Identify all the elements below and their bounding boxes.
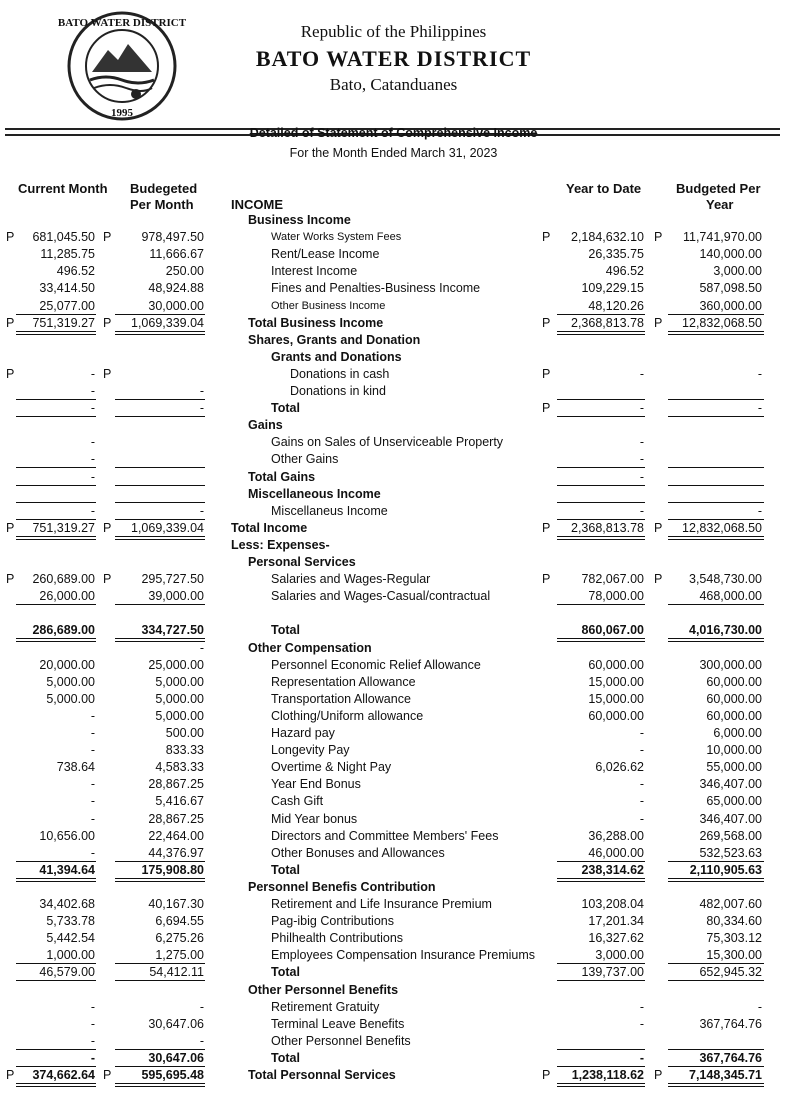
svg-text:BATO WATER DISTRICT: BATO WATER DISTRICT [57, 17, 187, 29]
cell-ytd: - [639, 503, 644, 518]
row-label: Water Works System Fees [271, 231, 402, 244]
cell-cm: - [90, 384, 95, 398]
cell-cm: 5,000.00 [46, 674, 95, 689]
cell-bm: 1,275.00 [155, 948, 204, 963]
row-label: Personnel Economic Relief Allowance [271, 657, 481, 672]
cell-cm: 751,319.27 [32, 315, 95, 330]
cell-ytd: 782,067.00 [581, 572, 644, 587]
cell-by: 55,000.00 [706, 760, 762, 775]
cell-pcm: P [6, 366, 15, 381]
cell-ytd: - [639, 435, 644, 450]
table-row [0, 315, 787, 332]
cell-bm: - [199, 640, 204, 655]
cell-bm: 1,069,339.04 [131, 520, 204, 535]
row-label: Shares, Grants and Donation [248, 332, 421, 347]
cell-bm: 175,908.80 [141, 862, 204, 877]
cell-ytd: 48,120.26 [588, 298, 644, 313]
statement-title: Detailed of Statement of Comprehensive Income [249, 126, 538, 140]
cell-by: 4,016,730.00 [689, 623, 762, 638]
table-row [0, 332, 787, 349]
cell-ytd: 78,000.00 [588, 589, 644, 604]
table-row [0, 640, 787, 657]
cell-pbm: P [103, 315, 112, 330]
cell-cm: - [90, 1016, 95, 1031]
cell-by: 300,000.00 [699, 657, 762, 672]
cell-bm: 6,275.26 [155, 931, 204, 946]
cell-pby: P [654, 230, 663, 245]
table-row [0, 930, 787, 947]
row-label: Total [271, 623, 300, 638]
cell-cm: - [90, 777, 95, 792]
row-label: Total [271, 1050, 300, 1065]
row-label: Fines and Penalties-Business Income [271, 281, 481, 296]
table-row [0, 383, 787, 400]
section-income: INCOME [231, 197, 283, 212]
table-row [0, 759, 787, 776]
cell-by: 11,741,970.00 [682, 230, 762, 245]
cell-bm: - [199, 999, 204, 1014]
table-row [0, 246, 787, 263]
cell-bm: 11,666.67 [149, 247, 204, 262]
cell-cm: - [90, 743, 95, 758]
cell-bm: 40,167.30 [148, 897, 204, 911]
row-label: Less: Expenses- [231, 537, 330, 552]
table-row [0, 537, 787, 554]
table-row [0, 434, 787, 451]
cell-cm: - [90, 999, 95, 1014]
total-rule [115, 1083, 205, 1087]
table-row [0, 793, 787, 810]
cell-bm: 1,069,339.04 [131, 315, 204, 330]
cell-cm: 20,000.00 [39, 657, 95, 672]
row-label: Business Income [248, 213, 351, 227]
cell-cm: 751,319.27 [32, 520, 95, 535]
row-label: Miscellaneous Income [248, 486, 381, 501]
row-label: Transportation Allowance [271, 691, 411, 706]
header-location: Bato, Catanduanes [329, 75, 458, 94]
row-label: Representation Allowance [271, 674, 416, 689]
cell-ytd: 2,184,632.10 [571, 230, 644, 245]
col-budget-month: Per Month [130, 197, 194, 212]
cell-by: 80,334.60 [706, 914, 762, 929]
cell-cm: 46,579.00 [39, 965, 95, 980]
table-row [0, 776, 787, 793]
table-row [0, 451, 787, 468]
row-label: Salaries and Wages-Regular [271, 572, 431, 587]
cell-ytd: 46,000.00 [588, 845, 644, 860]
cell-bm: 500.00 [165, 726, 204, 740]
cell-by: 269,568.00 [699, 828, 762, 843]
cell-cm: 5,442.54 [46, 931, 95, 946]
cell-pby: P [654, 520, 663, 535]
cell-by: 60,000.00 [706, 691, 762, 706]
cell-ytd: - [639, 726, 644, 740]
cell-bm: 44,376.97 [148, 845, 204, 860]
statement-period: For the Month Ended March 31, 2023 [289, 146, 498, 160]
header-district-name: BATO WATER DISTRICT [255, 46, 532, 71]
total-rule [668, 1083, 764, 1087]
row-label: Gains on Sales of Unserviceable Property [271, 435, 504, 450]
cell-cm: - [90, 1050, 95, 1065]
cell-ytd: 15,000.00 [588, 691, 644, 706]
cell-bm: 39,000.00 [148, 589, 204, 604]
cell-bm: 30,000.00 [148, 298, 204, 313]
table-row [0, 588, 787, 605]
cell-cm: - [90, 366, 95, 381]
row-label: Hazard pay [271, 726, 335, 740]
row-label: Total [271, 401, 300, 416]
cell-bm: 833.33 [165, 743, 204, 758]
table-row [0, 298, 787, 315]
cell-pcm: P [6, 315, 15, 330]
table-row [0, 708, 787, 725]
cell-pbm: P [103, 1068, 112, 1082]
cell-bm: 295,727.50 [141, 572, 204, 587]
cell-bm: 22,464.00 [148, 828, 204, 843]
cell-ytd: - [639, 811, 644, 826]
cell-bm: 5,416.67 [155, 794, 204, 809]
table-row [0, 982, 787, 999]
cell-ytd: 103,208.04 [581, 897, 644, 911]
cell-bm: 48,924.88 [148, 281, 204, 296]
cell-ytd: 6,026.62 [595, 760, 644, 775]
table-row [0, 400, 787, 417]
table-row [0, 417, 787, 434]
cell-pytd: P [542, 315, 551, 330]
col-budget-month: Budegeted [130, 181, 198, 196]
cell-cm: - [90, 794, 95, 809]
table-row [0, 691, 787, 708]
col-budget-year: Budgeted Per [676, 181, 761, 196]
cell-ytd: 139,737.00 [581, 965, 644, 980]
row-label: Year End Bonus [271, 777, 361, 792]
cell-bm: 30,647.06 [148, 1016, 204, 1031]
cell-ytd: 2,368,813.78 [571, 520, 644, 535]
cell-by: - [757, 503, 762, 518]
cell-cm: 5,000.00 [46, 691, 95, 706]
table-row [0, 862, 787, 879]
row-label: Philhealth Contributions [271, 931, 404, 946]
cell-by: 346,407.00 [699, 777, 762, 792]
cell-by: 532,523.63 [699, 845, 762, 860]
cell-cm: 260,689.00 [32, 572, 95, 587]
cell-pbm: P [103, 366, 112, 381]
cell-by: - [757, 366, 762, 381]
cell-ytd: - [639, 777, 644, 792]
table-row [0, 879, 787, 896]
cell-ytd: 3,000.00 [595, 948, 644, 963]
cell-by: - [757, 401, 762, 416]
cell-by: 12,832,068.50 [682, 520, 762, 535]
row-label: Employees Compensation Insurance Premiums [271, 948, 536, 963]
table-row [0, 828, 787, 845]
cell-ytd: - [639, 366, 644, 381]
row-label: Total Income [231, 520, 308, 535]
table-row [0, 554, 787, 571]
cell-by: 12,832,068.50 [682, 315, 762, 330]
cell-pbm: P [103, 572, 112, 587]
row-label: Directors and Committee Members' Fees [271, 828, 499, 843]
row-label: Rent/Lease Income [271, 247, 380, 262]
cell-cm: 496.52 [56, 264, 95, 279]
cell-bm: 595,695.48 [141, 1068, 204, 1082]
cell-bm: - [199, 384, 204, 398]
cell-cm: 26,000.00 [39, 589, 95, 604]
cell-pby: P [654, 315, 663, 330]
cell-ytd: 17,201.34 [588, 914, 644, 929]
cell-by: 7,148,345.71 [689, 1068, 762, 1082]
cell-pytd: P [542, 1068, 551, 1082]
row-label: Miscellaneus Income [271, 503, 388, 518]
cell-ytd: - [639, 1050, 644, 1065]
cell-pcm: P [6, 572, 15, 587]
cell-bm: 334,727.50 [141, 623, 204, 638]
cell-cm: - [90, 435, 95, 450]
cell-by: 468,000.00 [699, 589, 762, 604]
table-row [0, 605, 787, 622]
cell-bm: 250.00 [165, 264, 204, 279]
cell-by: 2,110,905.63 [689, 862, 762, 877]
row-label: Other Business Income [271, 299, 386, 312]
cell-ytd: 15,000.00 [588, 674, 644, 689]
table-row [0, 947, 787, 964]
cell-ytd: 16,327.62 [588, 931, 644, 946]
cell-pytd: P [542, 520, 551, 535]
cell-pytd: P [542, 230, 551, 245]
cell-ytd: 238,314.62 [581, 862, 644, 877]
cell-bm: 54,412.11 [149, 965, 204, 980]
row-label: Interest Income [271, 264, 358, 279]
table-row [0, 896, 787, 913]
cell-pby: P [654, 572, 663, 587]
row-label: Total Personnal Services [248, 1068, 396, 1082]
row-label: Mid Year bonus [271, 811, 358, 826]
cell-cm: - [90, 708, 95, 723]
cell-ytd: 60,000.00 [588, 657, 644, 672]
cell-bm: 25,000.00 [148, 657, 204, 672]
table-row [0, 742, 787, 759]
cell-pytd: P [542, 366, 551, 381]
cell-ytd: - [639, 401, 644, 416]
table-row [0, 263, 787, 280]
row-label: Longevity Pay [271, 743, 350, 758]
cell-ytd: - [639, 469, 644, 484]
cell-ytd: 2,368,813.78 [571, 315, 644, 330]
cell-cm: - [90, 469, 95, 484]
cell-bm: 28,867.25 [148, 811, 204, 826]
table-row [0, 212, 787, 229]
cell-by: 75,303.12 [706, 931, 762, 946]
cell-pcm: P [6, 1068, 15, 1082]
table-row [0, 280, 787, 297]
cell-by: 65,000.00 [706, 794, 762, 809]
row-label: Donations in cash [290, 366, 390, 381]
row-label: Other Personnel Benefits [248, 982, 399, 997]
cell-cm: 10,656.00 [39, 828, 95, 843]
total-rule [16, 1083, 96, 1087]
cell-ytd: - [639, 1016, 644, 1031]
cell-cm: - [90, 1033, 95, 1048]
cell-bm: 4,583.33 [155, 760, 204, 775]
row-label: Total [271, 965, 300, 980]
cell-by: 60,000.00 [706, 708, 762, 723]
row-label: Other Personnel Benefits [271, 1033, 411, 1048]
table-row [0, 1016, 787, 1033]
row-label: Total Business Income [248, 315, 384, 330]
row-label: Total Gains [248, 469, 316, 484]
col-year-to-date: Year to Date [566, 181, 642, 196]
cell-ytd: 109,229.15 [581, 281, 644, 296]
cell-by: 652,945.32 [699, 965, 762, 980]
cell-by: 367,764.76 [699, 1050, 762, 1065]
cell-bm: 5,000.00 [155, 674, 204, 689]
cell-cm: 25,077.00 [39, 298, 95, 313]
table-row [0, 520, 787, 537]
table-row [0, 349, 787, 366]
row-label: Retirement and Life Insurance Premium [271, 897, 492, 911]
cell-cm: - [90, 401, 95, 416]
table-row [0, 1067, 787, 1084]
table-row [0, 964, 787, 981]
cell-cm: - [90, 811, 95, 826]
cell-bm: - [199, 401, 204, 416]
cell-by: 140,000.00 [699, 247, 762, 262]
cell-pbm: P [103, 520, 112, 535]
table-row [0, 999, 787, 1016]
cell-pbm: P [103, 230, 112, 245]
cell-bm: 30,647.06 [148, 1050, 204, 1065]
cell-bm: 5,000.00 [155, 708, 204, 723]
cell-ytd: 1,238,118.62 [571, 1068, 644, 1082]
cell-ytd: - [639, 999, 644, 1014]
row-label: Cash Gift [271, 794, 324, 809]
row-label: Other Bonuses and Allowances [271, 845, 445, 860]
cell-cm: - [90, 452, 95, 467]
col-current-month: Current Month [18, 181, 108, 196]
cell-pytd: P [542, 572, 551, 587]
row-label: Donations in kind [290, 384, 386, 398]
cell-cm: - [90, 503, 95, 518]
table-row [0, 503, 787, 520]
table-row [0, 845, 787, 862]
table-row [0, 1033, 787, 1050]
cell-by: 3,548,730.00 [689, 572, 762, 587]
row-label: Pag-ibig Contributions [271, 914, 394, 929]
cell-ytd: - [639, 794, 644, 809]
row-label: Total [271, 862, 300, 877]
table-row [0, 622, 787, 639]
cell-bm: 978,497.50 [141, 230, 204, 245]
table-row [0, 571, 787, 588]
row-label: Salaries and Wages-Casual/contractual [271, 589, 491, 604]
cell-cm: 34,402.68 [39, 897, 95, 911]
row-label: Overtime & Night Pay [271, 760, 392, 775]
cell-cm: 681,045.50 [32, 230, 95, 245]
row-label: Other Compensation [248, 640, 372, 655]
cell-cm: 738.64 [56, 760, 95, 775]
cell-ytd: 496.52 [605, 264, 644, 279]
table-row [0, 469, 787, 486]
cell-cm: 374,662.64 [32, 1068, 95, 1082]
table-row [0, 657, 787, 674]
cell-ytd: 60,000.00 [588, 708, 644, 723]
cell-pby: P [654, 1068, 663, 1082]
header-republic: Republic of the Philippines [300, 22, 487, 41]
table-row [0, 366, 787, 383]
row-label: Personal Services [248, 555, 356, 569]
row-label: Personnel Benefis Contribution [248, 879, 436, 894]
cell-by: 346,407.00 [699, 811, 762, 826]
cell-bm: 5,000.00 [155, 691, 204, 706]
cell-by: 482,007.60 [699, 897, 762, 911]
cell-cm: - [90, 845, 95, 860]
cell-by: 367,764.76 [699, 1016, 762, 1031]
cell-ytd: 36,288.00 [588, 828, 644, 843]
cell-cm: 33,414.50 [39, 281, 95, 296]
cell-by: 10,000.00 [706, 743, 762, 758]
cell-cm: 1,000.00 [46, 948, 95, 963]
cell-ytd: 860,067.00 [581, 623, 644, 638]
cell-cm: 41,394.64 [39, 862, 95, 877]
cell-by: 360,000.00 [699, 298, 762, 313]
cell-cm: 5,733.78 [46, 914, 95, 929]
row-label: Grants and Donations [271, 349, 402, 364]
col-budget-year: Year [706, 197, 734, 212]
cell-pytd: P [542, 401, 551, 416]
cell-by: 6,000.00 [713, 726, 762, 740]
row-label: Gains [248, 418, 283, 433]
svg-text:1995: 1995 [111, 107, 133, 119]
table-row [0, 674, 787, 691]
cell-ytd: 26,335.75 [588, 247, 644, 262]
row-label: Retirement Gratuity [271, 999, 380, 1014]
cell-ytd: - [639, 452, 644, 467]
table-row [0, 725, 787, 742]
row-label: Clothing/Uniform allowance [271, 708, 424, 723]
cell-by: - [757, 999, 762, 1014]
table-row [0, 486, 787, 503]
cell-ytd: - [639, 743, 644, 758]
cell-by: 3,000.00 [713, 264, 762, 279]
row-label: Terminal Leave Benefits [271, 1016, 405, 1031]
cell-pcm: P [6, 230, 15, 245]
cell-bm: - [199, 503, 204, 518]
cell-cm: 286,689.00 [32, 623, 95, 638]
table-row [0, 1050, 787, 1067]
cell-pcm: P [6, 520, 15, 535]
cell-bm: - [199, 1033, 204, 1048]
cell-by: 60,000.00 [706, 674, 762, 689]
table-row [0, 811, 787, 828]
cell-bm: 28,867.25 [148, 777, 204, 792]
table-row [0, 913, 787, 930]
table-row [0, 229, 787, 246]
cell-bm: 6,694.55 [155, 914, 204, 929]
cell-by: 15,300.00 [706, 948, 762, 963]
total-rule [557, 1083, 645, 1087]
cell-cm: - [90, 726, 95, 740]
row-label: Other Gains [271, 452, 339, 467]
cell-cm: 11,285.75 [40, 247, 95, 262]
cell-by: 587,098.50 [699, 281, 762, 296]
